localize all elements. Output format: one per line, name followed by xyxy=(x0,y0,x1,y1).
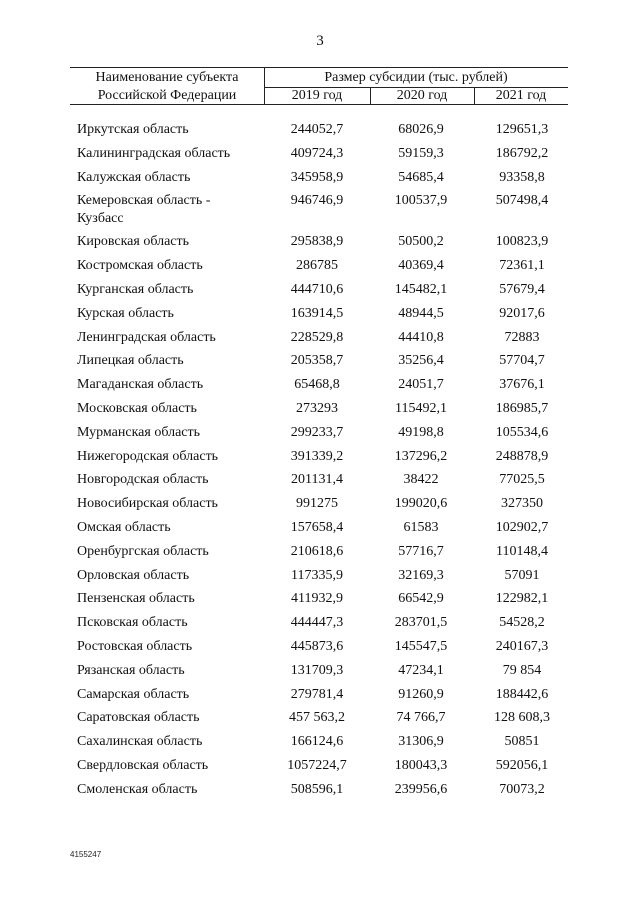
value-2019: 946746,9 xyxy=(290,193,344,209)
value-2021: 37676,1 xyxy=(499,377,545,393)
value-2021: 102902,7 xyxy=(495,519,549,535)
value-2021: 57091 xyxy=(504,567,540,583)
value-2019: 391339,2 xyxy=(290,448,344,464)
value-2020: 239956,6 xyxy=(394,781,448,797)
table-row xyxy=(0,515,640,539)
value-2021: 188442,6 xyxy=(495,686,549,702)
table-row xyxy=(0,658,640,682)
subsidy-table-body xyxy=(0,117,640,801)
value-2020: 91260,9 xyxy=(398,686,444,702)
table-row xyxy=(0,634,640,658)
value-2020: 24051,7 xyxy=(398,377,444,393)
region-name: Сахалинская область xyxy=(77,734,203,750)
region-name: Кемеровская область - Кузбасс xyxy=(77,193,211,227)
value-2019: 445873,6 xyxy=(290,638,344,654)
table-row xyxy=(0,117,640,141)
value-2019: 205358,7 xyxy=(290,353,344,369)
value-2019: 163914,5 xyxy=(290,305,344,321)
header-bottom-rule xyxy=(70,104,568,105)
value-2020: 32169,3 xyxy=(398,567,444,583)
table-row xyxy=(0,188,640,229)
value-2019: 508596,1 xyxy=(290,781,344,797)
value-2020: 100537,9 xyxy=(394,193,448,209)
table-row xyxy=(0,777,640,801)
table-row xyxy=(0,586,640,610)
region-name: Псковская область xyxy=(77,615,188,631)
value-2020: 47234,1 xyxy=(398,662,444,678)
region-name: Орловская область xyxy=(77,567,190,583)
region-name: Омская область xyxy=(77,519,171,535)
value-2020: 68026,9 xyxy=(398,122,444,137)
value-2019: 131709,3 xyxy=(290,662,344,678)
region-name: Ростовская область xyxy=(77,638,193,654)
value-2020: 49198,8 xyxy=(398,424,444,440)
value-2020: 48944,5 xyxy=(398,305,444,321)
value-2019: 1057224,7 xyxy=(287,757,347,773)
value-2021: 77025,5 xyxy=(499,472,545,488)
value-2019: 244052,7 xyxy=(290,122,344,137)
table-row xyxy=(0,539,640,563)
region-name: Рязанская область xyxy=(77,662,185,678)
table-row xyxy=(0,444,640,468)
value-2019: 117335,9 xyxy=(291,567,343,583)
region-name: Саратовская область xyxy=(77,710,200,726)
table-row xyxy=(0,325,640,349)
value-2021: 54528,2 xyxy=(499,615,545,631)
value-2019: 286785 xyxy=(296,258,338,274)
table-row xyxy=(0,610,640,634)
table-row xyxy=(0,467,640,491)
value-2019: 279781,4 xyxy=(290,686,344,702)
year-header-2020: 2020 год xyxy=(396,88,448,103)
value-2021: 70073,2 xyxy=(499,781,545,797)
region-name: Кировская область xyxy=(77,234,190,250)
value-2019: 299233,7 xyxy=(290,424,344,440)
table-row xyxy=(0,491,640,515)
value-2020: 35256,4 xyxy=(398,353,444,369)
region-name: Магаданская область xyxy=(77,377,204,393)
subsidy-column-header: Размер субсидии (тыс. рублей) xyxy=(324,70,508,85)
value-2021: 122982,1 xyxy=(495,591,549,607)
value-2021: 72361,1 xyxy=(499,258,545,274)
value-2020: 145482,1 xyxy=(394,281,448,297)
region-name: Пензенская область xyxy=(77,591,195,607)
value-2019: 457 563,2 xyxy=(289,710,345,726)
value-2020: 59159,3 xyxy=(398,145,444,161)
region-name: Ленинградская область xyxy=(77,329,216,345)
value-2019: 295838,9 xyxy=(290,234,344,250)
table-row xyxy=(0,729,640,753)
value-2020: 61583 xyxy=(403,519,439,535)
document-id: 4155247 xyxy=(70,850,102,859)
value-2021: 248878,9 xyxy=(495,448,549,464)
value-2021: 72883 xyxy=(504,329,540,345)
value-2019: 228529,8 xyxy=(290,329,344,345)
value-2019: 409724,3 xyxy=(290,145,344,161)
region-column-header-line2: Российской Федерации xyxy=(97,88,237,103)
value-2021: 110148,4 xyxy=(496,543,548,559)
value-2020: 283701,5 xyxy=(394,615,448,631)
region-name: Калужская область xyxy=(77,169,191,185)
region-name: Оренбургская область xyxy=(77,543,209,559)
value-2019: 444710,6 xyxy=(290,281,344,297)
value-2019: 444447,3 xyxy=(290,615,344,631)
value-2021: 327350 xyxy=(501,496,543,512)
value-2021: 128 608,3 xyxy=(494,710,550,726)
value-2021: 100823,9 xyxy=(495,234,549,250)
value-2019: 166124,6 xyxy=(290,734,344,750)
region-name: Курганская область xyxy=(77,281,194,297)
year-header-2019: 2019 год xyxy=(291,88,343,103)
table-row xyxy=(0,705,640,729)
value-2020: 115492,1 xyxy=(395,400,447,416)
value-2020: 199020,6 xyxy=(394,496,448,512)
table-row xyxy=(0,563,640,587)
table-row xyxy=(0,753,640,777)
value-2021: 507498,4 xyxy=(495,193,549,209)
value-2020: 57716,7 xyxy=(398,543,444,559)
value-2019: 65468,8 xyxy=(294,377,340,393)
value-2020: 40369,4 xyxy=(398,258,444,274)
value-2020: 145547,5 xyxy=(394,638,448,654)
value-2020: 66542,9 xyxy=(398,591,444,607)
value-2020: 44410,8 xyxy=(398,329,444,345)
region-name: Новосибирская область xyxy=(77,496,218,512)
table-row xyxy=(0,372,640,396)
value-2019: 210618,6 xyxy=(290,543,344,559)
value-2019: 157658,4 xyxy=(290,519,344,535)
region-column-header-line1: Наименование субъекта xyxy=(95,70,239,85)
region-name: Самарская область xyxy=(77,686,190,702)
table-row xyxy=(0,348,640,372)
region-name: Костромская область xyxy=(77,258,203,274)
value-2020: 74 766,7 xyxy=(396,710,446,726)
value-2021: 57679,4 xyxy=(499,281,545,297)
value-2019: 411932,9 xyxy=(291,591,343,607)
value-2021: 57704,7 xyxy=(499,353,545,369)
page-number: 3 xyxy=(316,33,324,49)
value-2021: 50851 xyxy=(504,734,540,750)
year-header-2021: 2021 год xyxy=(495,88,547,103)
value-2020: 31306,9 xyxy=(398,734,444,750)
value-2021: 93358,8 xyxy=(499,169,545,185)
table-row xyxy=(0,396,640,420)
table-row xyxy=(0,301,640,325)
value-2021: 186985,7 xyxy=(495,400,549,416)
table-row xyxy=(0,420,640,444)
value-2019: 201131,4 xyxy=(291,472,343,488)
value-2019: 345958,9 xyxy=(290,169,344,185)
value-2020: 38422 xyxy=(403,472,439,488)
value-2019: 273293 xyxy=(296,400,338,416)
region-name: Калининградская область xyxy=(77,145,231,161)
value-2020: 50500,2 xyxy=(398,234,444,250)
region-name: Курская область xyxy=(77,305,174,321)
value-2020: 54685,4 xyxy=(398,169,444,185)
region-name: Московская область xyxy=(77,400,197,416)
value-2020: 180043,3 xyxy=(394,757,448,773)
value-2021: 105534,6 xyxy=(495,424,549,440)
value-2021: 79 854 xyxy=(502,662,542,678)
value-2021: 186792,2 xyxy=(495,145,549,161)
value-2019: 991275 xyxy=(296,496,338,512)
region-name: Липецкая область xyxy=(77,353,184,369)
table-row xyxy=(0,141,640,165)
header-top-rule xyxy=(70,67,568,68)
table-row xyxy=(0,229,640,253)
value-2021: 240167,3 xyxy=(495,638,549,654)
table-row xyxy=(0,682,640,706)
value-2021: 129651,3 xyxy=(495,122,549,137)
value-2021: 592056,1 xyxy=(495,757,549,773)
region-name: Свердловская область xyxy=(77,757,209,773)
table-row xyxy=(0,165,640,189)
value-2021: 92017,6 xyxy=(499,305,545,321)
table-row xyxy=(0,253,640,277)
region-name: Нижегородская область xyxy=(77,448,219,464)
table-row xyxy=(0,277,640,301)
region-name: Мурманская область xyxy=(77,424,201,440)
region-name: Новгородская область xyxy=(77,472,209,488)
region-name: Иркутская область xyxy=(77,122,189,137)
region-name: Смоленская область xyxy=(77,781,198,797)
value-2020: 137296,2 xyxy=(394,448,448,464)
